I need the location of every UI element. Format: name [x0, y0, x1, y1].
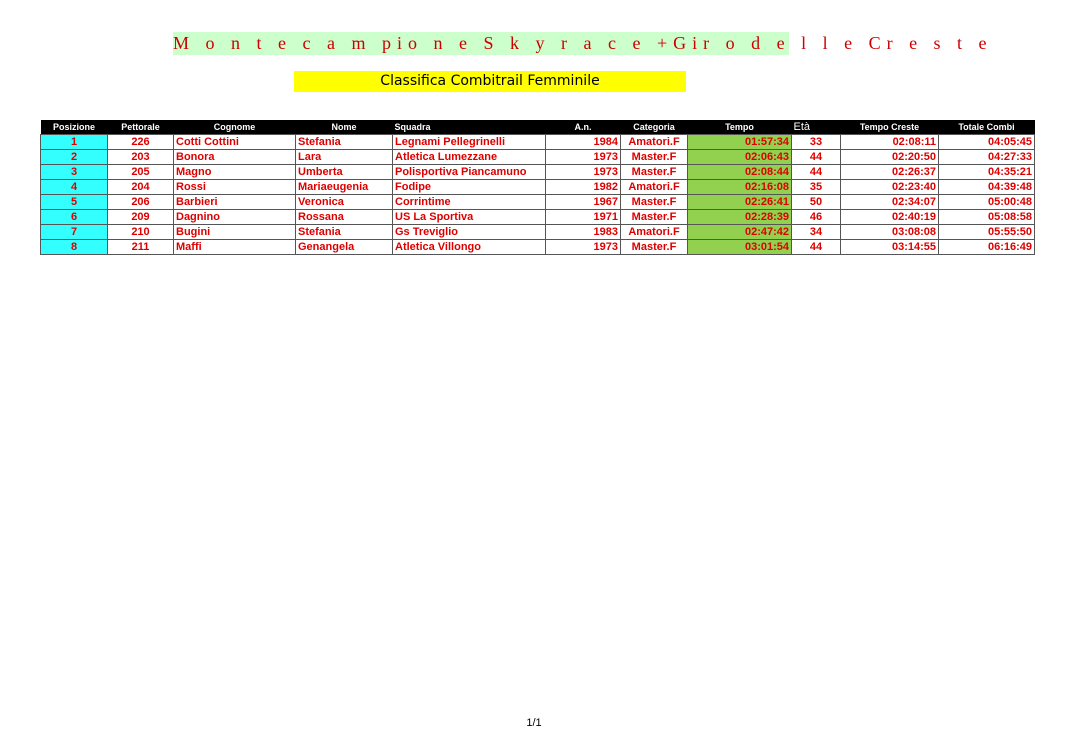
cell-nome: Mariaeugenia — [296, 180, 393, 195]
cell-anno: 1983 — [546, 225, 621, 240]
cell-squadra: Atletica Villongo — [393, 240, 546, 255]
cell-pettorale: 204 — [108, 180, 174, 195]
cell-totale-combi: 04:27:33 — [939, 150, 1035, 165]
col-header-categoria: Categoria — [621, 120, 688, 135]
cell-posizione: 1 — [41, 135, 108, 150]
cell-categoria: Master.F — [621, 150, 688, 165]
cell-tempo: 01:57:34 — [688, 135, 792, 150]
table-body — [41, 135, 1035, 255]
cell-cognome: Bugini — [174, 225, 296, 240]
cell-totale-combi: 04:05:45 — [939, 135, 1035, 150]
cell-categoria: Master.F — [621, 240, 688, 255]
cell-pettorale: 226 — [108, 135, 174, 150]
cell-squadra: Polisportiva Piancamuno — [393, 165, 546, 180]
cell-posizione: 8 — [41, 240, 108, 255]
cell-cognome: Dagnino — [174, 210, 296, 225]
cell-tempo-creste: 02:23:40 — [841, 180, 939, 195]
cell-nome: Stefania — [296, 225, 393, 240]
table-row — [41, 225, 1035, 240]
table-header-row — [41, 120, 1035, 135]
cell-anno: 1982 — [546, 180, 621, 195]
cell-tempo: 02:06:43 — [688, 150, 792, 165]
cell-eta: 44 — [792, 240, 841, 255]
col-header-tempo-creste: Tempo Creste — [841, 120, 939, 135]
cell-eta: 34 — [792, 225, 841, 240]
cell-categoria: Amatori.F — [621, 180, 688, 195]
results-table — [40, 120, 1035, 255]
page-number: 1/1 — [526, 717, 542, 729]
cell-pettorale: 206 — [108, 195, 174, 210]
col-header-nome: Nome — [296, 120, 393, 135]
cell-totale-combi: 05:55:50 — [939, 225, 1035, 240]
cell-eta: 35 — [792, 180, 841, 195]
col-header-anno: A.n. — [546, 120, 621, 135]
cell-anno: 1973 — [546, 165, 621, 180]
cell-totale-combi: 05:08:58 — [939, 210, 1035, 225]
cell-anno: 1973 — [546, 240, 621, 255]
col-header-posizione: Posizione — [41, 120, 108, 135]
cell-categoria: Master.F — [621, 195, 688, 210]
cell-eta: 50 — [792, 195, 841, 210]
cell-cognome: Rossi — [174, 180, 296, 195]
cell-tempo: 02:16:08 — [688, 180, 792, 195]
cell-cognome: Barbieri — [174, 195, 296, 210]
cell-posizione: 6 — [41, 210, 108, 225]
cell-eta: 33 — [792, 135, 841, 150]
cell-categoria: Master.F — [621, 165, 688, 180]
cell-categoria: Amatori.F — [621, 135, 688, 150]
cell-pettorale: 209 — [108, 210, 174, 225]
col-header-totale-combi: Totale Combi — [939, 120, 1035, 135]
cell-cognome: Cotti Cottini — [174, 135, 296, 150]
cell-totale-combi: 05:00:48 — [939, 195, 1035, 210]
cell-categoria: Master.F — [621, 210, 688, 225]
cell-categoria: Amatori.F — [621, 225, 688, 240]
cell-nome: Genangela — [296, 240, 393, 255]
cell-cognome: Magno — [174, 165, 296, 180]
cell-squadra: Corrintime — [393, 195, 546, 210]
cell-tempo-creste: 03:14:55 — [841, 240, 939, 255]
cell-tempo-creste: 02:34:07 — [841, 195, 939, 210]
cell-nome: Rossana — [296, 210, 393, 225]
cell-squadra: Fodipe — [393, 180, 546, 195]
table-row — [41, 150, 1035, 165]
col-header-cognome: Cognome — [174, 120, 296, 135]
cell-eta: 44 — [792, 165, 841, 180]
cell-cognome: Maffi — [174, 240, 296, 255]
cell-squadra: Gs Treviglio — [393, 225, 546, 240]
cell-totale-combi: 06:16:49 — [939, 240, 1035, 255]
cell-anno: 1971 — [546, 210, 621, 225]
cell-nome: Veronica — [296, 195, 393, 210]
cell-tempo-creste: 03:08:08 — [841, 225, 939, 240]
cell-anno: 1967 — [546, 195, 621, 210]
cell-totale-combi: 04:39:48 — [939, 180, 1035, 195]
cell-pettorale: 210 — [108, 225, 174, 240]
cell-totale-combi: 04:35:21 — [939, 165, 1035, 180]
cell-tempo: 03:01:54 — [688, 240, 792, 255]
cell-pettorale: 211 — [108, 240, 174, 255]
cell-posizione: 5 — [41, 195, 108, 210]
cell-posizione: 7 — [41, 225, 108, 240]
cell-anno: 1973 — [546, 150, 621, 165]
cell-squadra: US La Sportiva — [393, 210, 546, 225]
cell-nome: Umberta — [296, 165, 393, 180]
cell-tempo-creste: 02:40:19 — [841, 210, 939, 225]
cell-eta: 46 — [792, 210, 841, 225]
cell-squadra: Legnami Pellegrinelli — [393, 135, 546, 150]
table-row — [41, 135, 1035, 150]
cell-nome: Stefania — [296, 135, 393, 150]
col-header-pettorale: Pettorale — [108, 120, 174, 135]
cell-posizione: 3 — [41, 165, 108, 180]
cell-tempo: 02:47:42 — [688, 225, 792, 240]
cell-eta: 44 — [792, 150, 841, 165]
table-row — [41, 165, 1035, 180]
table-row — [41, 195, 1035, 210]
cell-tempo: 02:28:39 — [688, 210, 792, 225]
cell-squadra: Atletica Lumezzane — [393, 150, 546, 165]
cell-tempo-creste: 02:08:11 — [841, 135, 939, 150]
cell-tempo: 02:26:41 — [688, 195, 792, 210]
cell-tempo: 02:08:44 — [688, 165, 792, 180]
cell-anno: 1984 — [546, 135, 621, 150]
cell-cognome: Bonora — [174, 150, 296, 165]
cell-tempo-creste: 02:26:37 — [841, 165, 939, 180]
page-subtitle: Classifica Combitrail Femminile — [294, 71, 686, 92]
page-title: M o n t e c a m pio n e S k y r a c e +Gir o d e l l e Cr e s t e — [173, 33, 993, 53]
col-header-eta: Età — [792, 120, 841, 135]
col-header-tempo: Tempo — [688, 120, 792, 135]
cell-pettorale: 203 — [108, 150, 174, 165]
table-row — [41, 180, 1035, 195]
cell-tempo-creste: 02:20:50 — [841, 150, 939, 165]
col-header-squadra: Squadra — [393, 120, 546, 135]
cell-posizione: 2 — [41, 150, 108, 165]
table-row — [41, 210, 1035, 225]
cell-pettorale: 205 — [108, 165, 174, 180]
cell-nome: Lara — [296, 150, 393, 165]
table-row — [41, 240, 1035, 255]
cell-posizione: 4 — [41, 180, 108, 195]
